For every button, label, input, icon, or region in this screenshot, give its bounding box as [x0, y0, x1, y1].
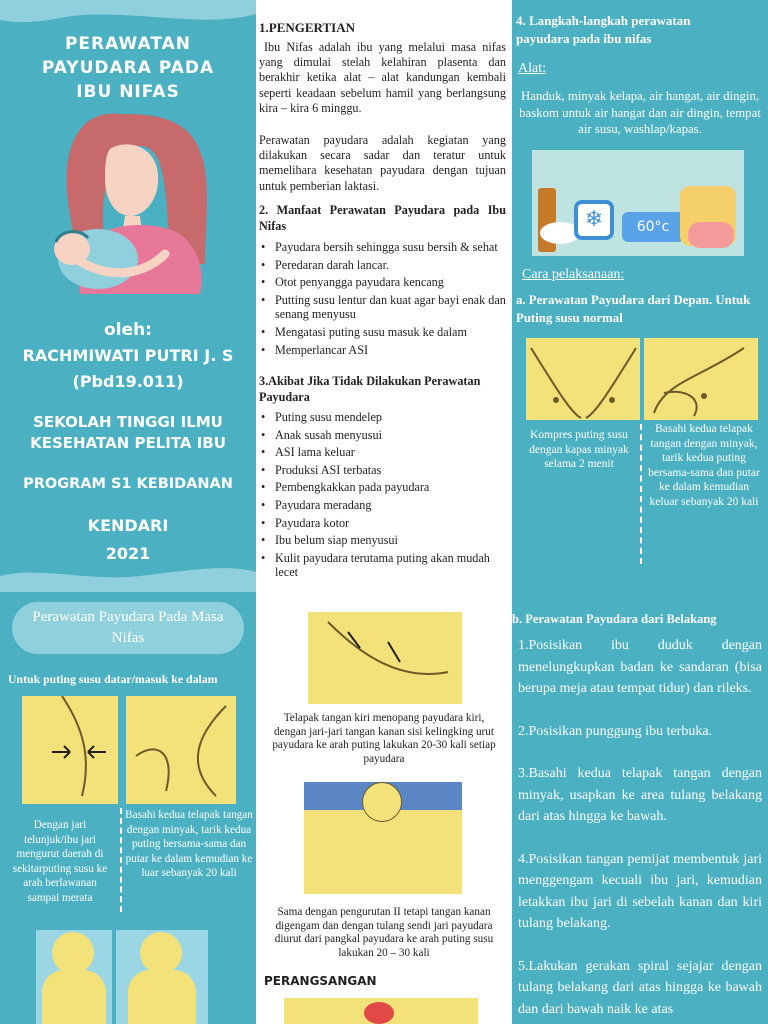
massage-illustration-1 [308, 612, 462, 704]
section-1-paragraph-1: Ibu Nifas adalah ibu yang melalui masa nifas yang dimulai stelah kelahiran plasenta dan berakhir ketika alat – alat kandungan kembali seperti keadaan sebelum hamil yang berlangsung kira – kira 6 minggu. [259, 40, 506, 115]
cover-city: KENDARI [87, 516, 169, 535]
consequence-item: • Pembengkakkan pada payudara [259, 480, 506, 495]
warm-water-basin-icon: 60°c [622, 212, 684, 242]
benefit-item: • Payudara bersih sehingga susu bersih & sehat [259, 240, 506, 255]
perangsangan-title: PERANGSANGAN [264, 974, 377, 988]
section-2-title: 2. Manfaat Perawatan Payudara pada Ibu Nifas [259, 203, 506, 233]
consequence-item: • Kulit payudara terutama puting akan mudah lecet [259, 551, 506, 580]
tools-illustration [532, 150, 744, 256]
section-1-paragraph-2: Perawatan payudara adalah kegiatan yang dilakukan secara sadar dan teratur untuk memelihara kesehatan payudara dengan tujuan untuk pemberian laktasi. [259, 133, 506, 193]
back-care-step: 5.Lakukan gerakan spiral sejajar dengan tulang belakang dari atas hingga ke bawah dan dari bawah naik ke atas [518, 958, 762, 1017]
stimulation-illustration [284, 998, 478, 1024]
front-care-caption-1: Kompres puting susu dengan kapas minyak selama 2 menit [529, 429, 629, 470]
consequence-item: • Produksi ASI terbatas [259, 463, 506, 478]
nifas-care-title: Perawatan Payudara Pada Masa Nifas [32, 609, 224, 646]
steps-panel [512, 0, 768, 592]
flat-nipple-subtitle: Untuk puting susu datar/masuk ke dalam [8, 672, 218, 686]
massage-caption-1: Telapak tangan kiri menopang payudara kiri, dengan jari-jari tangan kanan sisi kelingking urut payudara ke arah puting lakukan 20-30 kali setiap payudara [272, 712, 496, 765]
consequences-list [259, 410, 506, 583]
massage-illustration-2 [304, 782, 462, 894]
cover-bottom-wave [0, 562, 256, 592]
cover-author: RACHMIWATI PUTRI J. S [22, 346, 234, 365]
consequence-item: • Ibu belum siap menyusui [259, 533, 506, 548]
washcloth-icon [688, 222, 734, 248]
front-care-caption-2: Basahi kedua telapak tangan dengan minyak, tarik kedua puting bersama-sama dan putar ke dalam kemudian keluar sebanyak 20 kali [648, 423, 760, 508]
consequence-item: • ASI lama keluar [259, 445, 506, 460]
cover-program: PROGRAM S1 KEBIDANAN [23, 476, 233, 492]
consequence-item: • Payudara meradang [259, 498, 506, 513]
flat-nipple-panel [0, 592, 256, 1024]
benefit-item: • Memperlancar ASI [259, 343, 506, 358]
alat-label: Alat: [518, 61, 546, 76]
section-1-title: 1.PENGERTIAN [259, 20, 355, 35]
flat-nipple-illustration-4 [116, 930, 208, 1024]
front-care-title: a. Perawatan Payudara dari Depan. Untuk Puting susu normal [516, 293, 751, 325]
consequence-item: • Puting susu mendelep [259, 410, 506, 425]
benefit-item: • Peredaran darah lancar. [259, 258, 506, 273]
snowflake-icon: ❄ [574, 200, 614, 240]
benefit-item: • Mengatasi puting susu masuk ke dalam [259, 325, 506, 340]
cover-title: PERAWATAN PAYUDARA PADA IBU NIFAS [41, 34, 215, 102]
consequence-item: • Payudara kotor [259, 516, 506, 531]
consequence-item: • Anak susah menyusui [259, 428, 506, 443]
cover-panel [0, 0, 256, 592]
section-3-title: 3.Akibat Jika Tidak Dilakukan Perawatan Payudara [259, 374, 481, 404]
front-care-illustration-2 [644, 338, 758, 420]
section-4-title: 4. Langkah-langkah perawatan payudara pada ibu nifas [516, 13, 691, 46]
flat-nipple-illustration-3 [36, 930, 112, 1024]
flat-nipple-illustration-2 [126, 696, 236, 804]
cover-oleh: oleh: [104, 320, 152, 340]
back-care-steps [518, 635, 762, 1024]
benefits-list [259, 240, 506, 360]
back-care-step: 1.Posisikan ibu duduk dengan menelungkupkan badan ke sandaran (bisa berupa meja atau tempat tidur) dan rileks. [518, 638, 762, 696]
flat-nipple-illustration-1 [22, 696, 118, 804]
cover-year: 2021 [105, 544, 151, 563]
back-care-title: b. Perawatan Payudara dari Belakang [512, 612, 717, 626]
info-panel [256, 0, 512, 592]
caption-divider-2 [120, 808, 122, 912]
front-care-illustration-1 [526, 338, 640, 420]
back-care-step: 4.Posisikan tangan pemijat membentuk jari menggengam kecuali ibu jari, kemudian letakkan ibu jari di sebelah kanan dan kiri tulang belakang. [518, 851, 762, 931]
benefit-item: • Putting susu lentur dan kuat agar bayi enak dan senang menyusu [259, 293, 506, 322]
caption-divider [640, 424, 642, 564]
mother-breastfeeding-icon [0, 104, 256, 294]
back-care-panel [512, 592, 768, 1024]
cara-pelaksanaan-label: Cara pelaksanaan: [522, 267, 625, 282]
benefit-item: • Otot penyangga payudara kencang [259, 275, 506, 290]
alat-text: Handuk, minyak kelapa, air hangat, air dingin, baskom untuk air hangat dan air dingin, tempat air susu, washlap/kapas. [519, 89, 761, 137]
cover-school: SEKOLAH TINGGI ILMU KESEHATAN PELITA IBU [30, 413, 226, 452]
massage-panel [256, 592, 512, 1024]
massage-caption-2: Sama dengan pengurutan II tetapi tangan kanan digengam dan dengan tulang sendi jari payudara diurut dari pangkal payudara ke arah puting susu lakukan 20 – 30 kali [274, 906, 494, 959]
cover-nim: (Pbd19.011) [72, 372, 184, 391]
back-care-step: 2.Posisikan punggung ibu terbuka. [518, 723, 713, 739]
flat-nipple-caption-2: Basahi kedua telapak tangan dengan minyak, tarik kedua puting bersama-sama dan putar ke dalam kemudian ke luar sebanyak 20 kali [125, 809, 253, 879]
back-care-step: 3.Basahi kedua telapak tangan dengan minyak, usapkan ke area tulang belakang dari atas hingga ke bawah. [518, 766, 762, 824]
flat-nipple-caption-1: Dengan jari telunjuk/ibu jari mengurut daerah di sekitarputing susu ke arah berlawanan sampai merata [12, 819, 108, 904]
